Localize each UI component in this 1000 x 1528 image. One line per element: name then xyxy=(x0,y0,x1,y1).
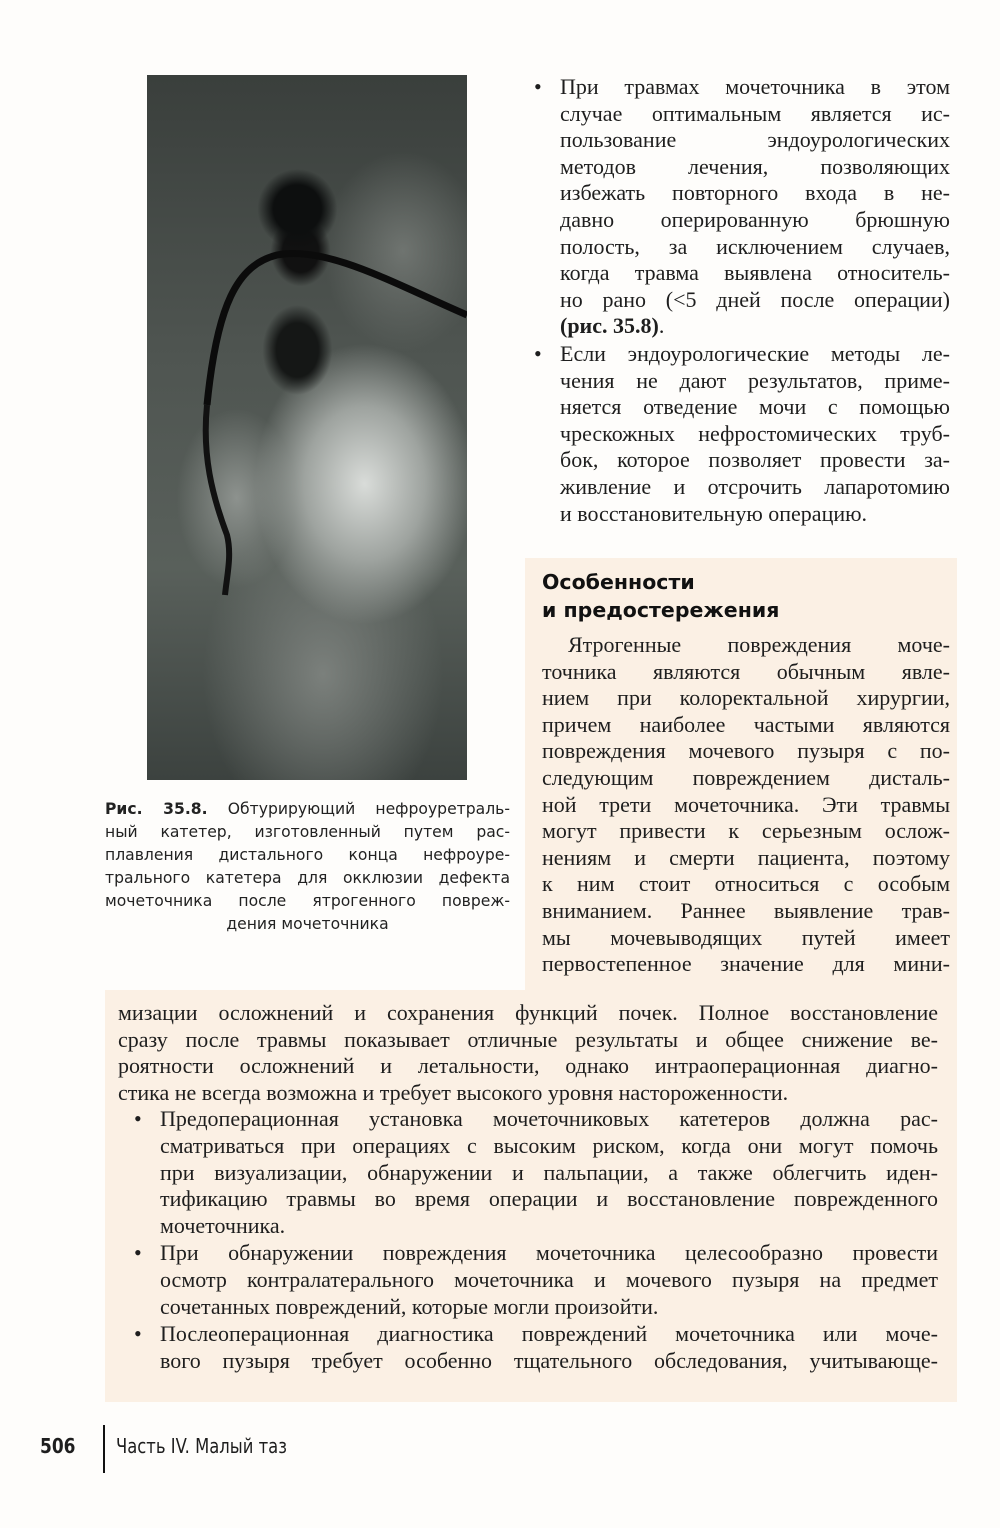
caption-line: плавления дистального конца нефроуре- xyxy=(105,846,510,864)
bullet-item xyxy=(118,1106,938,1239)
right-column-bullets xyxy=(534,74,950,527)
figure-reference: (рис. 35.8) xyxy=(560,313,659,339)
text-line: мизации осложнений и сохранения функций почек. Полное восстановление xyxy=(118,1000,938,1025)
text-line: но рано (<5 дней после операции) xyxy=(560,286,950,312)
text-line: следующим повреждением дисталь- xyxy=(542,764,950,790)
text-line: ной трети мочеточника. Эти травмы xyxy=(542,791,950,817)
catheter-drawing xyxy=(147,75,467,780)
text-punct: . xyxy=(658,313,665,339)
text-line: бок, которое позволяет провести за- xyxy=(560,447,950,473)
text-line: чрескожных нефростомических труб- xyxy=(560,420,950,446)
caption-line: ный катетер, изготовленный путем рас- xyxy=(105,823,510,841)
text-line: живление и отсрочить лапаротомию xyxy=(560,473,950,499)
text-line: вого пузыря требует особенно тщательного обследования, учитывающе- xyxy=(160,1347,938,1373)
text-line: сматриваться при операциях с высоким риском, когда они могут помочь xyxy=(160,1132,938,1158)
text-line: при визуализации, обнаружении и пальпации, а также облегчить иден- xyxy=(160,1159,938,1185)
text-line: чения не дают результатов, приме- xyxy=(560,367,950,393)
caption-line: дения мочеточника xyxy=(226,915,389,933)
bullet-icon: • xyxy=(134,1106,142,1132)
text-line: При обнаружении повреждения мочеточника целесообразно провести xyxy=(160,1240,938,1266)
caption-text: Обтурирующий нефроуретраль- xyxy=(227,800,510,818)
text-line: когда травма выявлена относитель- xyxy=(560,260,950,286)
full-width-text xyxy=(118,1000,938,1374)
page-number: 506 xyxy=(40,1434,76,1458)
text-line: сочетанных повреждений, которые могли произойти. xyxy=(160,1293,659,1319)
text-line: причем наиболее частыми являются xyxy=(542,711,950,737)
text-line: случае оптимальным является ис- xyxy=(560,100,950,126)
text-line: тификацию травмы во время операции и восстановление поврежденного xyxy=(160,1186,938,1212)
heading-line: и предостережения xyxy=(542,598,780,622)
text-line: сразу после травмы показывает отличные результаты и общее снижение ве- xyxy=(118,1026,938,1052)
section-heading xyxy=(542,568,779,624)
bullet-icon: • xyxy=(534,74,542,99)
text-line: нием при колоректальной хирургии, xyxy=(542,685,950,711)
text-line: и восстановительную операцию. xyxy=(560,500,868,526)
text-line xyxy=(560,313,950,340)
bullet-icon: • xyxy=(134,1321,142,1347)
figure-caption xyxy=(105,798,510,936)
text-line: Предоперационная установка мочеточниковых катетеров должна рас- xyxy=(160,1106,938,1132)
text-line: могут привести к серьезным ослож- xyxy=(542,818,950,844)
text-line: пользование эндоурологических xyxy=(560,127,950,153)
text-line: Ятрогенные повреждения моче- xyxy=(568,632,950,657)
bullet-item xyxy=(118,1321,938,1374)
heading-line: Особенности xyxy=(542,570,695,594)
text-line: полость, за исключением случаев, xyxy=(560,233,950,259)
bullet-icon: • xyxy=(534,340,542,366)
caption-line xyxy=(105,798,510,821)
bullet-icon: • xyxy=(134,1240,142,1266)
text-line: нениям и смерти пациента, поэтому xyxy=(542,844,950,870)
text-line: вниманием. Раннее выявление трав- xyxy=(542,897,950,923)
text-line: к ним стоит относиться с особым xyxy=(542,871,950,897)
bullet-item xyxy=(118,1240,938,1320)
text-line: повреждения мочевого пузыря с по- xyxy=(542,738,950,764)
full-width-bullets xyxy=(118,1106,938,1374)
figure-xray-image xyxy=(147,75,467,780)
text-line: роятности осложнений и летальности, однако интраоперационная диагно- xyxy=(118,1053,938,1079)
text-line: первостепенное значение для мини- xyxy=(542,951,950,977)
text-line: мочеточника. xyxy=(160,1212,286,1238)
bullet-item xyxy=(534,340,950,527)
text-line: методов лечения, позволяющих xyxy=(560,153,950,179)
text-line: осмотр контралатерального мочеточника и мочевого пузыря на предмет xyxy=(160,1266,938,1292)
text-line: няется отведение мочи с помощью xyxy=(560,394,950,420)
text-line: стика не всегда возможна и требует высокого уровня настороженности. xyxy=(118,1079,789,1105)
text-line: точника являются обычным явле- xyxy=(542,658,950,684)
text-line: избежать повторного входа в не- xyxy=(560,180,950,206)
text-line: Послеоперационная диагностика повреждений мочеточника или моче- xyxy=(160,1321,938,1347)
caption-label: Рис. 35.8. xyxy=(105,800,208,818)
bullet-item xyxy=(534,74,950,340)
text-line: давно оперированную брюшную xyxy=(560,206,950,232)
text-line: При травмах мочеточника в этом xyxy=(560,74,950,99)
caption-line: трального катетера для окклюзии дефекта xyxy=(105,869,510,887)
caption-line: мочеточника после ятрогенного повреж- xyxy=(105,892,510,910)
text-line: Если эндоурологические методы ле- xyxy=(560,340,950,366)
footer-divider xyxy=(103,1425,105,1473)
running-footer: Часть IV. Малый таз xyxy=(116,1434,287,1458)
right-column-paragraph xyxy=(542,632,950,978)
text-line: мы мочевыводящих путей имеет xyxy=(542,924,950,950)
